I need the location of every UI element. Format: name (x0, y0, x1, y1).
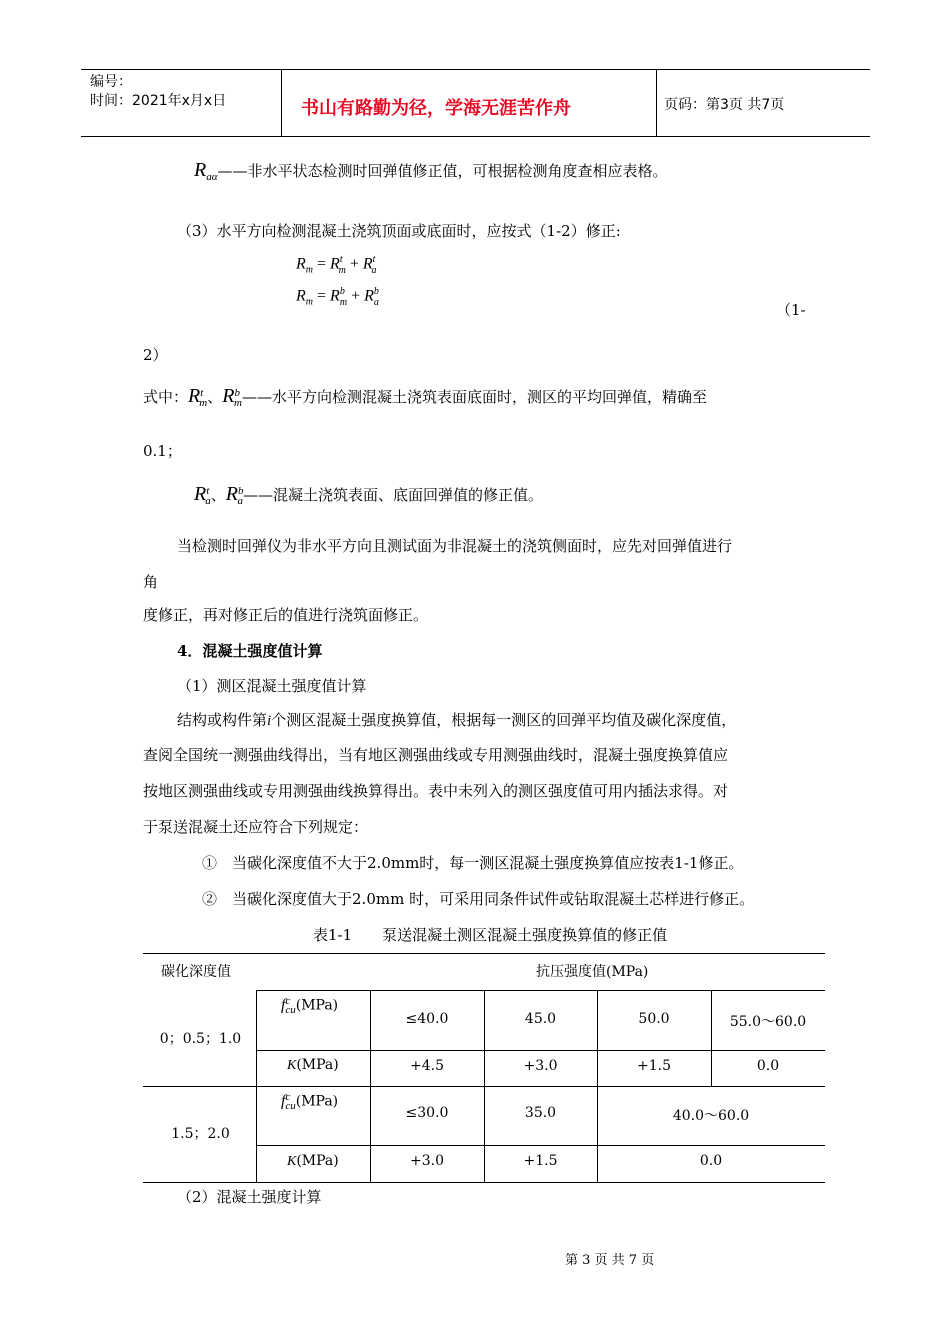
angle-paragraph-line1: 当检测时回弹仪为非水平方向且测试面为非混凝土的浇筑侧面时，应先对回弹值进行 (177, 537, 733, 555)
header-top-rule (81, 69, 870, 70)
header-bottom-rule (81, 136, 870, 137)
section-4-heading: 4．混凝土强度值计算 (177, 642, 323, 660)
subsection-1-heading: （1）测区混凝土强度值计算 (177, 677, 367, 695)
equation-number-part2: 2） (143, 346, 168, 364)
table-k-label: K(MPa) (287, 1057, 339, 1073)
table-cell: 55.0～60.0 (729, 1014, 807, 1030)
para1-line1: 结构或构件第i个测区混凝土强度换算值，根据每一测区的回弹平均值及碳化深度值， (177, 711, 737, 729)
correction-table (143, 953, 825, 1183)
table-header-strength: 抗压强度值(MPa) (536, 964, 649, 980)
table-caption: 表1-1 泵送混凝土测区混凝土强度换算值的修正值 (313, 926, 668, 944)
r-alpha-line (194, 160, 668, 187)
table-top-border (143, 953, 825, 954)
angle-paragraph-line2: 角 (143, 573, 159, 591)
table-cell: 0.0 (756, 1058, 780, 1074)
formula-top: $R_m = R^t_m + R^t_a$ (296, 254, 377, 276)
table-cell: +3.0 (410, 1153, 444, 1169)
header-divider-right (656, 69, 657, 136)
para1-line3: 按地区测强曲线或专用测强曲线换算得出。表中未列入的测区强度值可用内插法求得。对 (143, 782, 729, 800)
table-cell: +3.0 (523, 1058, 558, 1074)
table-f-label: $f^c_{cu}(MPa)$ (281, 995, 339, 1017)
rule-1: ① 当碳化深度值不大于2.0mm时，每一测区混凝土强度换算值应按表1-1修正。 (202, 854, 744, 872)
table-f-label: $f^c_{cu}(MPa)$ (281, 1091, 339, 1113)
table-cell: 50.0 (638, 1011, 670, 1027)
rm-definition-continued: 0.1； (143, 442, 182, 460)
r-alpha-symbol: R (194, 159, 207, 181)
subsection-2-heading: （2）混凝土强度计算 (177, 1188, 322, 1206)
table-cell: ≤30.0 (405, 1105, 449, 1121)
table-row-rule (256, 1145, 825, 1146)
paragraph-3: （3）水平方向检测混凝土浇筑顶面或底面时，应按式（1-2）修正: (177, 222, 621, 240)
table-cell: ≤40.0 (405, 1011, 449, 1027)
table-group1-carbonation: 0；0.5；1.0 (159, 1031, 242, 1047)
table-col-divider (256, 990, 257, 1182)
header-number-label: 编号： (90, 74, 132, 90)
header-page-info: 页码：第3页 共7页 (664, 97, 785, 113)
table-header-rule (256, 990, 825, 991)
para1-line4: 于泵送混凝土还应符合下列规定： (143, 818, 369, 836)
table-header-carbonation: 碳化深度值 (161, 964, 231, 980)
angle-paragraph-line3: 度修正，再对修正后的值进行浇筑面修正。 (143, 606, 429, 624)
equation-number-part1: （1- (776, 301, 806, 319)
ra-definition-line: $R^t_a$、$R^b_a——$混凝土浇筑表面、底面回弹值的修正值。 (194, 483, 544, 507)
table-cell: +1.5 (523, 1153, 558, 1169)
r-alpha-subscript: aα (206, 171, 218, 183)
r-alpha-description: ——非水平状态检测时回弹值修正值，可根据检测角度查相应表格。 (217, 162, 668, 180)
rule-2: ② 当碳化深度值大于2.0mm 时，可采用同条件试件或钻取混凝土芯样进行修正。 (202, 890, 755, 908)
table-cell: 0.0 (699, 1153, 723, 1169)
table-k-label: K(MPa) (287, 1153, 339, 1169)
table-row-rule (256, 1050, 825, 1051)
formula-bottom: $R_m = R^b_m + R^b_a$ (296, 286, 379, 308)
table-cell: 45.0 (524, 1011, 557, 1027)
para1-line2: 查阅全国统一测强曲线得出，当有地区测强曲线或专用测强曲线时，混凝土强度换算值应 (143, 746, 729, 764)
header-divider-left (281, 69, 282, 136)
table-group2-carbonation: 1.5；2.0 (171, 1126, 230, 1142)
footer-page-number: 第 3 页 共 7 页 (565, 1253, 655, 1268)
rm-definition-line: 式中：$R^t_m$、$R^b_m——$水平方向检测混凝土浇筑表面底面时，测区的平均回弹值，精确至 (143, 385, 707, 409)
header-motto: 书山有路勤为径，学海无涯苦作舟 (301, 98, 571, 119)
table-bottom-border (143, 1182, 825, 1183)
table-cell: +4.5 (410, 1058, 444, 1074)
table-cell: 40.0～60.0 (672, 1108, 750, 1124)
table-cell: +1.5 (637, 1058, 671, 1074)
header-time-label: 时间：2021年x月x日 (90, 93, 227, 109)
table-cell: 35.0 (524, 1105, 557, 1121)
